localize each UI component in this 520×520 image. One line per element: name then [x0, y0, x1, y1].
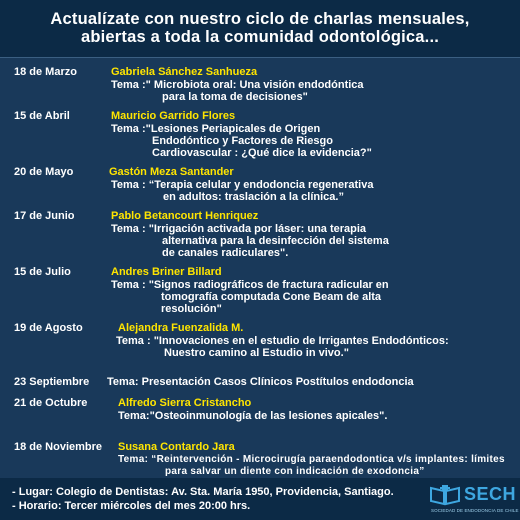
talk-topic-line: Cardiovascular : ¿Qué dice la evidencia?"	[152, 147, 372, 159]
talk-speaker: Gabriela Sánchez Sanhueza	[111, 66, 258, 78]
talk-speaker: Susana Contardo Jara	[118, 441, 235, 453]
talk-topic	[111, 223, 389, 259]
talk-topic	[111, 179, 373, 203]
talk-topic-line: Nuestro camino al Estudio in vivo."	[164, 347, 349, 359]
talk-speaker: Gastón Meza Santander	[109, 166, 234, 178]
talk-topic-line: en adultos: traslación a la clínica.”	[163, 191, 344, 203]
talk-speaker: Pablo Betancourt Henriquez	[111, 210, 259, 222]
talk-date: 18 de Marzo	[14, 66, 77, 78]
talk-topic-line: Tema :" Microbiota oral: Una visión endodóntica	[111, 79, 364, 91]
sech-logo	[428, 482, 519, 516]
talk-topic-line: Tema: Presentación Casos Clínicos Postítulos endodoncia	[107, 376, 414, 388]
talk-speaker: Alfredo Sierra Cristancho	[118, 397, 252, 409]
talk-topic-line: Tema :"Lesiones Periapicales de Origen	[111, 123, 321, 135]
talk-topic-line: Tema : "Signos radiográficos de fractura radicular en	[111, 279, 389, 291]
logo-name: SECH	[464, 484, 517, 504]
talk-topic	[118, 410, 387, 422]
talk-date: 15 de Julio	[14, 266, 71, 278]
talk-date: 19 de Agosto	[14, 322, 83, 334]
talk-topic-line: para salvar un diente con indicación de exodoncia”	[165, 466, 425, 477]
header-title-line2: abiertas a toda la comunidad odontológica...	[80, 28, 440, 46]
talk-date: 18 de Noviembre	[14, 441, 103, 453]
talk-topic-line: resolución"	[161, 303, 222, 315]
talk-topic	[111, 279, 389, 315]
talk-speaker: Mauricio Garrido Flores	[111, 110, 236, 122]
talk-topic	[111, 123, 372, 159]
talk-date: 15 de Abril	[14, 110, 70, 122]
talk-topic	[116, 335, 449, 359]
talk-speaker: Alejandra Fuenzalida M.	[118, 322, 244, 334]
schedule-time-text: - Horario: Tercer miércoles del mes 20:00 hrs.	[12, 500, 251, 512]
talk-date: 20 de Mayo	[14, 166, 74, 178]
venue-text: - Lugar: Colegio de Dentistas: Av. Sta. María 1950, Providencia, Santiago.	[12, 486, 394, 498]
header-title-line1: Actualízate con nuestro ciclo de charlas mensuales,	[50, 10, 470, 28]
talk-topic	[111, 79, 364, 103]
talk-topic-line: Endodóntico y Factores de Riesgo	[152, 135, 333, 147]
talk-schedule	[0, 58, 520, 478]
talk-topic	[107, 376, 414, 388]
talk-topic	[118, 454, 505, 478]
talk-date: 21 de Octubre	[14, 397, 88, 409]
book-icon	[428, 482, 462, 508]
page-header	[0, 0, 520, 57]
talk-topic-line: alternativa para la desinfección del sistema	[162, 235, 389, 247]
talk-topic-line: Tema : “Terapia celular y endodoncia regenerativa	[111, 179, 374, 191]
talk-topic-line: tomografía computada Cone Beam de alta	[161, 291, 382, 303]
page-footer	[0, 478, 520, 520]
talk-date: 23 Septiembre	[14, 376, 90, 388]
talk-topic-line: de canales radiculares".	[162, 247, 289, 259]
talk-topic-line: Tema : "Innovaciones en el estudio de Irrigantes Endodónticos:	[116, 335, 449, 347]
talk-speaker: Andres Briner Billard	[111, 266, 222, 278]
talk-topic-line: Tema: “Reintervención - Microcirugía paraendodontica v/s implantes: límites	[118, 454, 505, 465]
talk-date: 17 de Junio	[14, 210, 75, 222]
talk-topic-line: Tema:"Osteoinmunología de las lesiones apicales".	[118, 410, 388, 422]
logo-subtitle: SOCIEDAD DE ENDODONCIA DE CHILE	[431, 508, 519, 513]
talk-topic-line: Tema : "Irrigación activada por láser: una terapia	[111, 223, 367, 235]
talk-topic-line: para la toma de decisiones"	[162, 91, 308, 103]
